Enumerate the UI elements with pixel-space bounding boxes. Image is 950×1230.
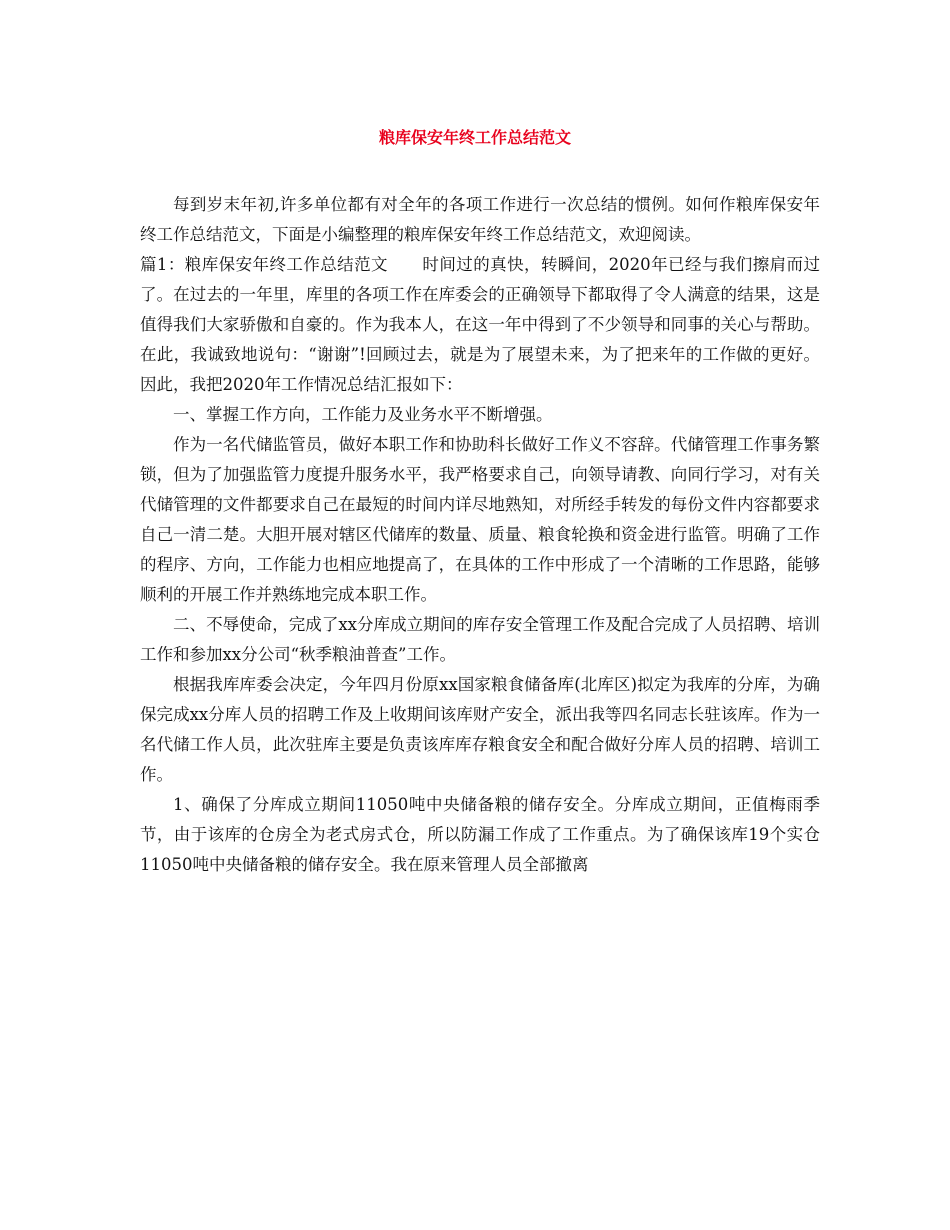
paragraph-section-2-heading: 二、不辱使命，完成了xx分库成立期间的库存安全管理工作及配合完成了人员招聘、培训工作和参加xx分公司“秋季粮油普查”工作。 [140, 615, 820, 664]
paragraph-section-1-heading: 一、掌握工作方向，工作能力及业务水平不断增强。 [173, 405, 553, 424]
article-opening: 时间过的真快，转瞬间，2020年已经与我们擦肩而过了。在过去的一年里，库里的各项工作在库委会的正确领导下都取得了令人满意的结果，这是值得我们大家骄傲和自豪的。作为我本人，在这一年中得到了不少领导和同事的关心与帮助。在此，我诚致地说句：“谢谢”!回顾过去，就是为了展望未来，为了把来年的工作做的更好。因此，我把2020年工作情况总结汇报如下： [140, 255, 820, 394]
paragraph-item-1: 1、确保了分库成立期间11050吨中央储备粮的储存安全。分库成立期间，正值梅雨季节，由于该库的仓房全为老式房式仓，所以防漏工作成了工作重点。为了确保该库19个实仓11050吨中央储备粮的储存安全。我在原来管理人员全部撤离 [140, 795, 820, 874]
article-heading: 篇1：粮库保安年终工作总结范文 [140, 255, 388, 274]
paragraph-intro: 每到岁末年初,许多单位都有对全年的各项工作进行一次总结的惯例。如何作粮库保安年终工作总结范文，下面是小编整理的粮库保安年终工作总结范文，欢迎阅读。 [140, 195, 820, 244]
paragraph-article-1 [140, 250, 820, 400]
document-body [140, 190, 820, 880]
paragraph-section-2-body: 根据我库库委会决定，今年四月份原xx国家粮食储备库(北库区)拟定为我库的分库，为确保完成xx分库人员的招聘工作及上收期间该库财产安全，派出我等四名同志长驻该库。作为一名代储工作人员，此次驻库主要是负责该库库存粮食安全和配合做好分库人员的招聘、培训工作。 [140, 675, 820, 784]
document-title: 粮库保安年终工作总结范文 [378, 128, 571, 147]
paragraph-section-1-body: 作为一名代储监管员，做好本职工作和协助科长做好工作义不容辞。代储管理工作事务繁锁，但为了加强监管力度提升服务水平，我严格要求自己，向领导请教、向同行学习，对有关代储管理的文件都要求自己在最短的时间内详尽地熟知，对所经手转发的每份文件内容都要求自己一清二楚。大胆开展对辖区代储库的数量、质量、粮食轮换和资金进行监管。明确了工作的程序、方向，工作能力也相应地提高了，在具体的工作中形成了一个清晰的工作思路，能够顺利的开展工作并熟练地完成本职工作。 [140, 435, 820, 604]
